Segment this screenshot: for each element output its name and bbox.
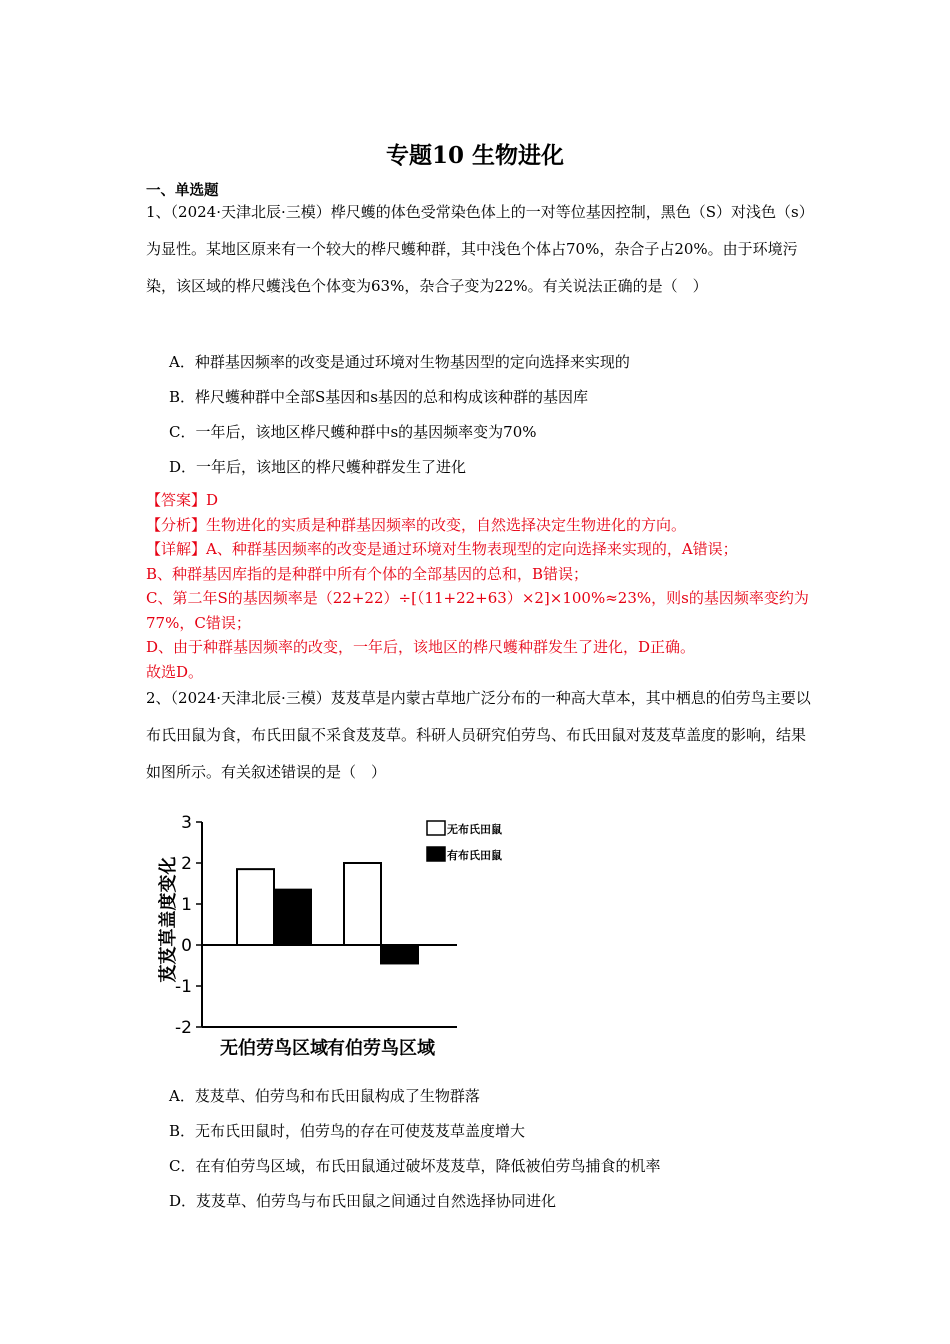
- answer-line: 【答案】D: [146, 491, 219, 509]
- legend-swatch: [427, 847, 445, 861]
- y-tick-label: 1: [181, 895, 192, 915]
- detail-line-1: 【详解】A、种群基因频率的改变是通过环境对生物表现型的定向选择来实现的，A错误；: [146, 540, 738, 558]
- analysis-line: 【分析】生物进化的实质是种群基因频率的改变，自然选择决定生物进化的方向。: [146, 515, 687, 534]
- detail-line-4: D、由于种群基因频率的改变，一年后，该地区的桦尺蠖种群发生了进化，D正确。: [146, 638, 696, 656]
- question-1-option-a: A．种群基因频率的改变是通过环境对生物基因型的定向选择来实现的: [169, 353, 630, 371]
- question-2-option-c: C．在有伯劳鸟区域，布氏田鼠通过破坏芨芨草，降低被伯劳鸟捕食的机率: [169, 1157, 661, 1175]
- bar-without-vole: [344, 863, 381, 945]
- bar-with-vole: [274, 890, 311, 945]
- bar-chart: [150, 805, 502, 1065]
- question-2-option-a: A．芨芨草、伯劳鸟和布氏田鼠构成了生物群落: [169, 1087, 480, 1105]
- question-1-stem: 1、（2024·天津北辰·三模）桦尺蠖的体色受常染色体上的一对等位基因控制，黑色（S）对浅色（s）为显性。某地区原来有一个较大的桦尺蠖种群，其中浅色个体占70%，杂合子占20%。由于环境污染，该区域的桦尺蠖浅色个体变为63%，杂合子变为22%。有关说法正确的是（ ）: [146, 203, 814, 295]
- question-2-option-b: B．无布氏田鼠时，伯劳鸟的存在可使芨芨草盖度增大: [169, 1122, 526, 1140]
- legend-label: 有布氏田鼠: [447, 849, 502, 862]
- detail-line-5: 故选D。: [146, 662, 204, 681]
- x-category-label: 无伯劳鸟区域: [220, 1038, 328, 1059]
- y-axis-label: 芨芨草盖度变化: [158, 856, 179, 983]
- section-heading: 一、单选题: [146, 182, 219, 199]
- bar-without-vole: [237, 869, 274, 945]
- question-2-stem: 2、（2024·天津北辰·三模）芨芨草是内蒙古草地广泛分布的一种高大草本，其中栖息的伯劳鸟主要以布氏田鼠为食，布氏田鼠不采食芨芨草。科研人员研究伯劳鸟、布氏田鼠对芨芨草盖度的影响，结果如图所示。有关叙述错误的是（ ）: [146, 689, 811, 781]
- detail-line-3: C、第二年S的基因频率是（22+22）÷[（11+22+63）×2]×100%≈23%，则s的基因频率变约为77%，C错误；: [146, 589, 809, 632]
- x-category-label: 有伯劳鸟区域: [327, 1038, 435, 1059]
- question-1-option-d: D．一年后，该地区的桦尺蠖种群发生了进化: [169, 458, 467, 476]
- question-1-option-b: B．桦尺蠖种群中全部S基因和s基因的总和构成该种群的基因库: [169, 388, 588, 406]
- y-tick-label: 0: [181, 936, 192, 956]
- bar-with-vole: [381, 945, 418, 963]
- detail-line-2: B、种群基因库指的是种群中所有个体的全部基因的总和，B错误；: [146, 564, 589, 583]
- y-tick-label: 3: [181, 813, 192, 833]
- page-title: 专题10 生物进化: [385, 142, 564, 169]
- y-tick-label: 2: [181, 854, 192, 874]
- legend-label: 无布氏田鼠: [447, 823, 502, 836]
- question-2-option-d: D．芨芨草、伯劳鸟与布氏田鼠之间通过自然选择协同进化: [169, 1192, 557, 1210]
- legend-swatch: [427, 821, 445, 835]
- y-tick-label: -2: [175, 1018, 192, 1038]
- y-tick-label: -1: [175, 977, 192, 997]
- question-1-option-c: C．一年后，该地区桦尺蠖种群中s的基因频率变为70%: [169, 423, 537, 441]
